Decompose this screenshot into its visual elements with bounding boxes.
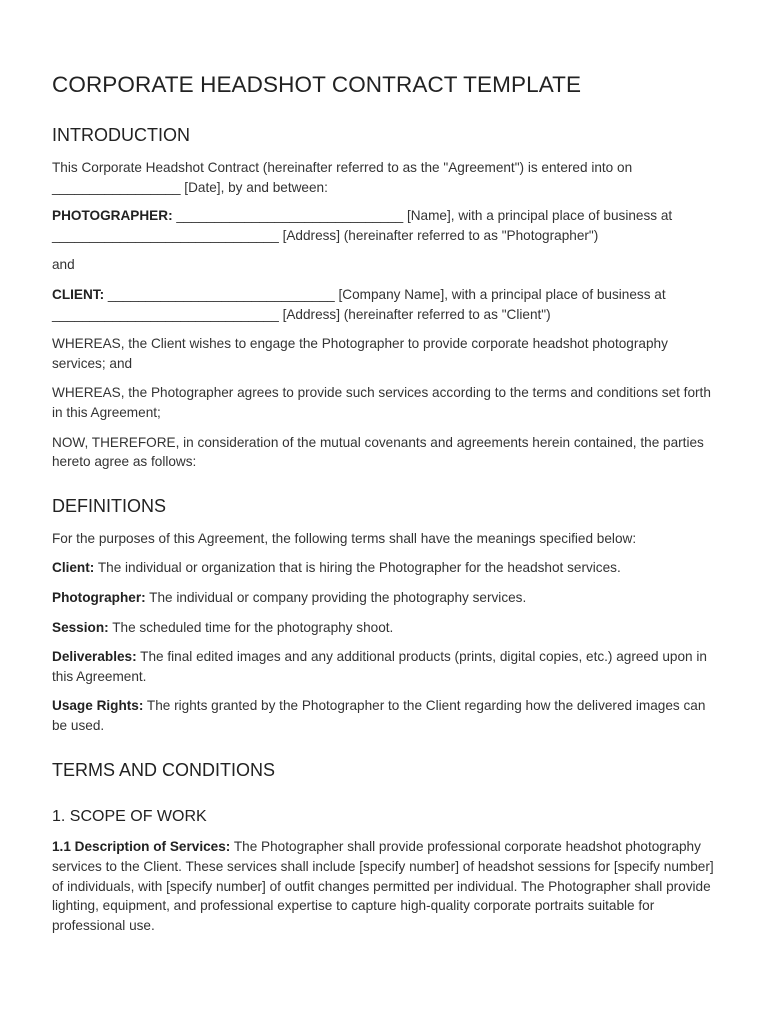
definition-term: Deliverables: xyxy=(52,649,137,665)
definition-item-client xyxy=(52,558,724,578)
client-label: CLIENT: xyxy=(52,286,105,302)
photographer-label: PHOTOGRAPHER: xyxy=(52,208,173,224)
now-therefore-paragraph: NOW, THEREFORE, in consideration of the mutual covenants and agreements herein contained, the parties hereto agree as follows: xyxy=(52,434,704,470)
section-heading-introduction: INTRODUCTION xyxy=(52,125,190,145)
scope-paragraph xyxy=(52,837,724,935)
section-heading-definitions: DEFINITIONS xyxy=(52,495,167,516)
whereas-paragraph-2: WHEREAS, the Photographer agrees to provide such services according to the terms and conditions set forth in this Agreement; xyxy=(52,385,711,420)
definition-term: Photographer: xyxy=(52,589,146,605)
definition-term: Session: xyxy=(52,619,109,635)
definition-item-session xyxy=(52,618,724,638)
document-title: CORPORATE HEADSHOT CONTRACT TEMPLATE xyxy=(52,72,582,97)
document-page xyxy=(52,68,724,935)
client-paragraph xyxy=(52,285,724,324)
intro-paragraph: This Corporate Headshot Contract (hereinafter referred to as the "Agreement") is entered into on _________________ [Date], by and between: xyxy=(52,160,633,195)
definition-term: Usage Rights: xyxy=(52,698,144,714)
section-heading-terms: TERMS AND CONDITIONS xyxy=(52,760,276,781)
scope-label: 1.1 Description of Services: xyxy=(52,839,231,855)
whereas-paragraph-1: WHEREAS, the Client wishes to engage the Photographer to provide corporate headshot photography services; and xyxy=(52,336,668,371)
definition-text: The rights granted by the Photographer to the Client regarding how the delivered images can be used. xyxy=(52,698,706,733)
scope-text: The Photographer shall provide professional corporate headshot photography services to the Client. These services shall include [specify number] of headshot sessions for [specify number] of individuals, with [specify number] of outfit changes permitted per individual. The Photographer shall provide lighting, equipment, and professional expertise to capture high-quality corporate portraits suitable for professional use. xyxy=(52,839,714,933)
definition-text: The scheduled time for the photography shoot. xyxy=(108,619,394,635)
definition-text: The individual or company providing the photography services. xyxy=(145,589,527,605)
photographer-text: ______________________________ [Name], with a principal place of business at ______________________________ [Address] (hereinafter referred to as "Photographer") xyxy=(52,208,673,243)
definition-item-usage-rights xyxy=(52,696,724,735)
subsection-heading-scope: 1. SCOPE OF WORK xyxy=(52,808,207,826)
and-paragraph: and xyxy=(52,257,75,273)
definition-text: The final edited images and any additional products (prints, digital copies, etc.) agreed upon in this Agreement. xyxy=(52,649,707,684)
definition-item-photographer xyxy=(52,588,724,608)
client-text: ______________________________ [Company Name], with a principal place of business at ______________________________ [Address] (hereinafter referred to as "Client") xyxy=(52,286,666,322)
photographer-paragraph xyxy=(52,206,724,245)
definitions-intro: For the purposes of this Agreement, the following terms shall have the meanings specified below: xyxy=(52,530,637,546)
definition-item-deliverables xyxy=(52,647,724,686)
definition-text: The individual or organization that is hiring the Photographer for the headshot services. xyxy=(94,560,621,576)
definition-term: Client: xyxy=(52,560,95,576)
